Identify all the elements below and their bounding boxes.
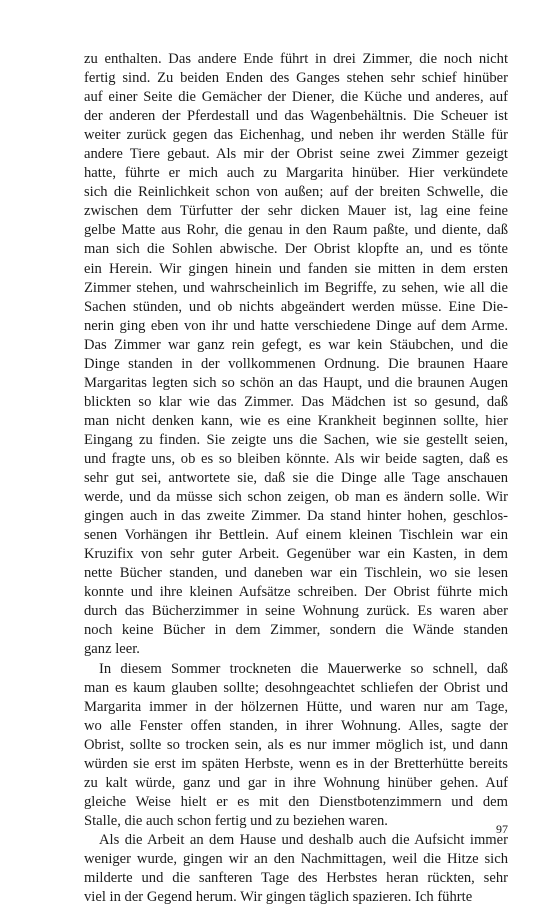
text-line: Margarita immer in der hölzernen Hütte, und waren nur am Tage, (84, 698, 508, 715)
text-line: zu enthalten. Das andere Ende führt in drei Zimmer, die noch nicht (84, 51, 508, 67)
text-line: zu kalt würde, ganz und gar in ihre Wohnung hinüber gehen. Auf (84, 774, 508, 791)
text-line: andere Tiere gebaut. Als mir der Obrist seine zwei Zimmer gezeigt (84, 146, 508, 163)
text-line: Sachen stünden, und ob nichts abgeändert werden müsse. Eine Die- (84, 298, 508, 315)
text-line: gelbe Matte aus Rohr, die genau in den Raum paßte, und diente, daß (84, 222, 508, 239)
paragraph (84, 50, 508, 660)
text-line: nerin ging eben von ihr und hatte verschiedene Dinge auf dem Arme. (84, 317, 508, 334)
text-line: gingen auch in das zweite Zimmer. Da stand hinter hohen, geschlos- (84, 508, 508, 525)
text-line: sehr gut sei, antwortete sie, daß sie die Dinge alle Tage anschauen (84, 470, 508, 487)
text-line: Stalle, die auch schon fertig und zu beziehen waren. (84, 812, 388, 829)
text-line: fertig sind. Zu beiden Enden des Ganges stehen sehr schief hinüber (84, 70, 508, 87)
text-line: Margaritas legten sich so schön an das Haupt, und die braunen Augen (84, 374, 508, 391)
text-line: auf einer Seite die Gemächer der Diener, die Küche und anderes, auf (84, 89, 508, 106)
text-line: Eingang zu finden. Sie zeigte uns die Sachen, wie sie gestellt seien, (84, 431, 508, 448)
text-line: ganz leer. (84, 641, 140, 658)
text-line: durch das Bücherzimmer in seine Wohnung zurück. Es waren aber (84, 603, 508, 620)
text-line: werde, und da müsse sich schon zeigen, ob man es ändern solle. Wir (84, 489, 508, 506)
text-line: Als die Arbeit an dem Hause und deshalb auch die Aufsicht immer (99, 831, 508, 848)
text-line: nette Bücher standen, und daneben war ein Tischlein, wo sie lesen (84, 565, 508, 582)
paragraph (84, 660, 508, 831)
text-line: man sich die Sohlen abwische. Der Obrist klopfte an, und es tönte (84, 241, 508, 258)
text-line: weiter zurück gegen das Eichenhag, und neben ihr werden Ställe für (84, 127, 508, 144)
text-line: konnte und ihre kleinen Aufsätze schreiben. Der Obrist führte mich (84, 584, 508, 601)
paragraph (84, 831, 508, 907)
text-line: milderte und die sanfteren Tage des Herbstes heran rückten, sehr (84, 870, 508, 887)
text-line: Dinge standen in der vollkommenen Ordnung. Die braunen Haare (84, 355, 508, 372)
text-line: zwischen dem Türfutter der sehr dicken Mauer ist, lag eine feine (84, 203, 508, 220)
text-line: noch keine Bücher in dem Zimmer, sondern die Wände standen (84, 622, 508, 639)
text-line: Zimmer stehen, und wahrscheinlich im Begriffe, zu sehen, wie all die (84, 279, 508, 296)
text-line: man nicht denken kann, wie es eine Krankheit beginnen sollte, hier (84, 412, 508, 429)
text-line: hatte, führte er mich auch zu Margarita hinüber. Hier verkündete (84, 165, 508, 182)
text-line: viel in der Gegend herum. Wir gingen täglich spazieren. Ich führte (84, 889, 473, 906)
body-text (84, 50, 508, 907)
text-line: sich die Reinlichkeit schon von außen; auf der breiten Schwelle, die (84, 184, 508, 201)
text-line: der anderen der Pferdestall und das Wagenbehältnis. Die Scheuer ist (84, 108, 508, 125)
text-line: man es kaum glauben sollte; desohngeachtet schliefen der Obrist und (84, 679, 508, 696)
text-line: Das Zimmer war ganz rein gefegt, es war kein Stäubchen, und die (84, 336, 508, 353)
text-line: Kruzifix von sehr guter Arbeit. Gegenüber war ein Kasten, in dem (84, 546, 508, 563)
page-number: 97 (496, 822, 508, 836)
text-line: blickten so klar wie das Zimmer. Das Mädchen ist so gesund, daß (84, 393, 508, 410)
text-line: und fragte uns, ob es so bleiben könnte. Als wir beide sagten, daß es (84, 450, 508, 467)
text-line: senen Vorhängen ihr Bettlein. Auf einem kleinen Tischlein war ein (84, 527, 508, 544)
text-line: weniger wurde, gingen wir an den Nachmittagen, weil die Hitze sich (84, 850, 508, 867)
text-line: wo alle Fenster offen standen, in ihrer Wohnung. Alles, sagte der (84, 717, 508, 734)
text-line: würden sie erst im späten Herbste, wenn es in der Bretterhütte bereits (84, 755, 508, 772)
text-line: In diesem Sommer trockneten die Mauerwerke so schnell, daß (99, 660, 508, 677)
text-line: gleiche Weise hielt er es mit den Dienstbotenzimmern und dem (84, 793, 508, 810)
text-line: Obrist, sollte so trocken sein, als es nur immer möglich ist, und dann (84, 736, 508, 753)
text-line: ein Herein. Wir gingen hinein und fanden sie mitten in dem ersten (84, 260, 508, 277)
